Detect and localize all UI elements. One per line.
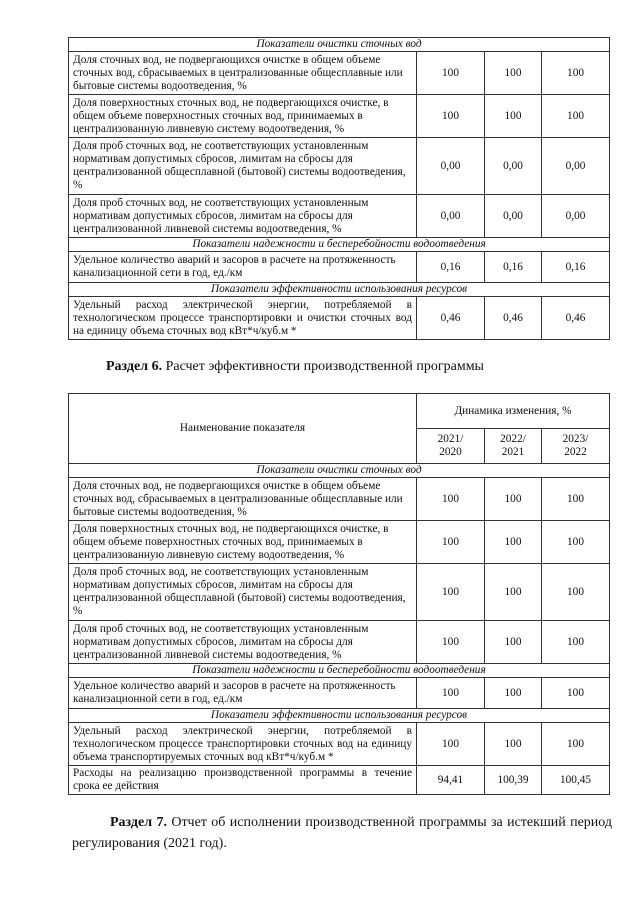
indicator-name: Доля проб сточных вод, не соответствующих установленным нормативам допустимых сбросов, лимитам на сбросы для централизованной общесплавной (бытовой) системы водоотведения, % [69,138,417,195]
indicator-value: 100 [485,95,542,138]
table-row [69,678,610,709]
indicator-name: Удельный расход электрической энергии, потребляемой в технологическом процессе транспортировки и очистки сточных вод на единицу объема сточных вод кВт*ч/куб.м * [69,297,417,340]
indicator-value: 100 [542,478,610,521]
indicator-name: Доля сточных вод, не подвергающихся очистке в общем объеме сточных вод, сбрасываемых в централизованные общесплавные или бытовые системы водоотведения, % [69,478,417,521]
indicator-value: 100 [542,621,610,664]
indicator-name: Доля сточных вод, не подвергающихся очистке в общем объеме сточных вод, сбрасываемых в централизованные общесплавные или бытовые системы водоотведения, % [69,52,417,95]
table-row [69,297,610,340]
indicator-value: 100,45 [542,766,610,795]
indicator-value: 100 [542,52,610,95]
table-row [69,478,610,521]
indicator-value: 100 [417,723,485,766]
column-header-period: 2023/ 2022 [542,429,610,464]
table-row [69,564,610,621]
indicators-table [68,37,610,340]
indicator-name: Доля проб сточных вод, не соответствующих установленным нормативам допустимых сбросов, лимитам на сбросы для централизованной ливневой системы водоотведения, % [69,195,417,238]
section-6-title: Расчет эффективности производственной программы [162,359,484,374]
indicator-name: Доля проб сточных вод, не соответствующих установленным нормативам допустимых сбросов, лимитам на сбросы для централизованной общесплавной (бытовой) системы водоотведения, % [69,564,417,621]
table-row [69,252,610,283]
indicator-value: 100 [542,564,610,621]
efficiency-table-body [69,464,610,795]
indicator-value: 0,46 [485,297,542,340]
table-row [69,195,610,238]
indicator-name: Удельное количество аварий и засоров в расчете на протяженность канализационной сети в год, ед./км [69,678,417,709]
section-title: Показатели надежности и бесперебойности водоотведения [69,664,610,678]
indicator-value: 0,00 [542,195,610,238]
indicator-name: Удельное количество аварий и засоров в расчете на протяженность канализационной сети в год, ед./км [69,252,417,283]
indicator-value: 0,00 [485,138,542,195]
indicator-value: 94,41 [417,766,485,795]
indicator-value: 100 [417,564,485,621]
indicator-value: 100 [417,52,485,95]
indicator-value: 100 [485,52,542,95]
indicators-table-body [69,38,610,340]
table-row [69,95,610,138]
indicator-value: 100 [485,564,542,621]
indicator-value: 100 [417,621,485,664]
indicator-value: 100 [542,95,610,138]
indicator-value: 0,00 [417,195,485,238]
indicator-value: 0,00 [542,138,610,195]
indicator-value: 100 [417,478,485,521]
indicator-name: Доля проб сточных вод, не соответствующих установленным нормативам допустимых сбросов, лимитам на сбросы для централизованной ливневой системы водоотведения, % [69,621,417,664]
indicator-value: 0,00 [485,195,542,238]
indicator-name: Доля поверхностных сточных вод, не подвергающихся очистке, в общем объеме поверхностных сточных вод, принимаемых в централизованную ливневую систему водоотведения, % [69,521,417,564]
indicator-name: Доля поверхностных сточных вод, не подвергающихся очистке, в общем объеме поверхностных сточных вод, принимаемых в централизованную ливневую систему водоотведения, % [69,95,417,138]
indicator-value: 0,16 [542,252,610,283]
indicator-value: 100 [417,95,485,138]
table-row [69,621,610,664]
indicator-value: 100 [485,621,542,664]
indicator-value: 100 [417,678,485,709]
table-row [69,138,610,195]
indicator-value: 0,46 [542,297,610,340]
section-title: Показатели очистки сточных вод [69,464,610,478]
section-title: Показатели надежности и бесперебойности водоотведения [69,238,610,252]
column-header-period: 2021/ 2020 [417,429,485,464]
column-header-dynamics: Динамика изменения, % [417,394,610,429]
indicator-value: 100 [417,521,485,564]
section-title: Показатели очистки сточных вод [69,38,610,52]
table-row [69,723,610,766]
efficiency-table [68,393,610,795]
section-title: Показатели эффективности использования ресурсов [69,709,610,723]
indicator-value: 0,16 [485,252,542,283]
indicator-value: 100 [485,478,542,521]
indicator-value: 0,46 [417,297,485,340]
indicator-value: 0,00 [417,138,485,195]
section-7-paragraph [72,812,612,854]
indicator-value: 100 [485,723,542,766]
section-7-text: Отчет об исполнении производственной программы за истекший период регулирования (2021 год). [72,815,612,851]
column-header-name: Наименование показателя [69,394,417,464]
section-title: Показатели эффективности использования ресурсов [69,283,610,297]
indicator-value: 0,16 [417,252,485,283]
section-6-label: Раздел 6. [106,359,163,374]
indicator-value: 100 [542,723,610,766]
indicator-value: 100 [542,521,610,564]
indicator-name: Удельный расход электрической энергии, потребляемой в технологическом процессе транспортировки сточных вод на единицу объема транспортируемых сточных вод кВт*ч/куб.м * [69,723,417,766]
indicator-name: Расходы на реализацию производственной программы в течение срока ее действия [69,766,417,795]
indicator-value: 100 [542,678,610,709]
column-header-period: 2022/ 2021 [485,429,542,464]
efficiency-table-header [69,394,610,464]
table-row [69,52,610,95]
section-7-label: Раздел 7. [110,815,167,830]
table-row [69,521,610,564]
section-6-heading [106,358,484,376]
table-row [69,766,610,795]
indicator-value: 100 [485,521,542,564]
indicator-value: 100 [485,678,542,709]
indicator-value: 100,39 [485,766,542,795]
